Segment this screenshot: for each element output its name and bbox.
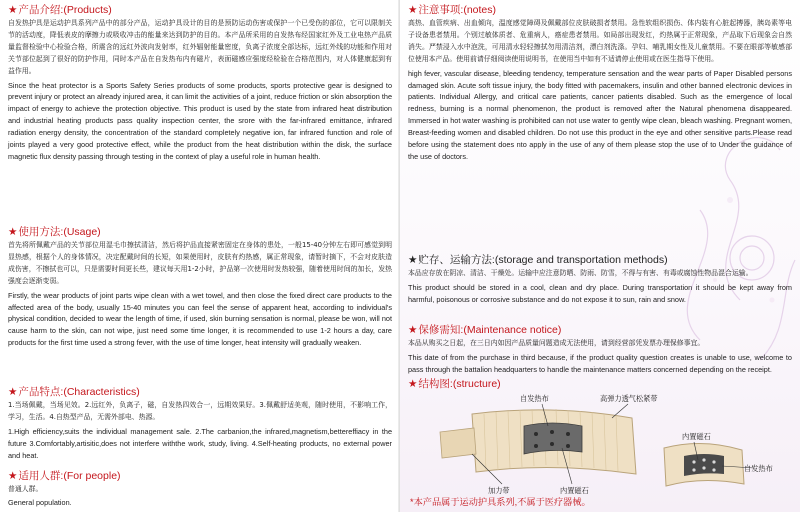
- storage-text-en: This product should be stored in a cool, clean and dry place. During transportation it should be kept away from harmful, poisonous or corrosive substance and do not expose it to sun, rain and snow.: [408, 282, 792, 304]
- people-text-en: General population.: [8, 497, 72, 507]
- maintenance-text-cn: 本品从购买之日起，在三日内如因产品质量问题造成无法使用，请到经营部凭发票办理保修事宜。: [408, 339, 705, 347]
- label-inner-magnet-right: 内置磁石: [682, 432, 711, 441]
- label-self-heat-bottom: 自发热布: [744, 464, 773, 473]
- structure-heading: ★结构图:(structure): [408, 378, 501, 390]
- usage-section: [8, 226, 392, 349]
- maintenance-section: [408, 324, 792, 376]
- notes-heading: ★注意事项:(notes): [408, 4, 497, 16]
- label-reinforce-band: 加力带: [488, 486, 510, 495]
- notes-text-cn: 高热、血管疾病、出血倾向，温度感觉障碍及佩戴部位皮肤破损者禁用。急性软组织损伤、体内装有心脏起搏器，胰岛素等电子设备患者禁用。个别过敏体质者、危重病人，癌症患者禁用。如局部出现发红，灼热属于正常现象，产品取下后现象会自然消失。严禁浸入水中泡洗，可用清水轻轻擦拭勿用清洁剂，漂白剂洗涤。孕妇、哺乳期女性及儿童禁用。不要在眼部等敏感部位使用本产品。使用前请仔细阅读使用说明书，在使用当中如有不适请停止使用或在医生指导下使用。: [408, 19, 792, 63]
- products-section: [8, 4, 392, 163]
- star-icon: ★: [8, 470, 18, 482]
- structure-diagram: [432, 392, 792, 500]
- products-heading: ★产品介绍:(Products): [8, 4, 112, 16]
- belt-illustration: [432, 392, 792, 500]
- star-icon: ★: [408, 4, 418, 16]
- people-text-cn: 普通人群。: [8, 485, 43, 493]
- structure-section: [408, 378, 792, 391]
- star-icon: ★: [408, 378, 418, 390]
- characteristics-section: [8, 386, 392, 462]
- star-icon: ★: [408, 324, 418, 336]
- notes-text-en: high fever, vascular disease, bleeding tendency, temperature sensation and the wear parts of Paper Disabled persons damaged skin. Acute soft tissue injury, the body fitted with pacemakers, insulin and other banned electronic devices in patients. Individual Allergy, and critical care patients, cancer patients disabled. Such as the emergence of local redness, burning is a normal phenomenon, the product is removed after the Natural phenomena disappeared. Immersed in hot water washing is prohibited can not use water to gently wipe clean, bleach washing. Pregnant women, Breast-feeding women and disabled children. Do not use this product in the eye and other sensitive parts.Please read before using the statement does nto apply in the use of any of them please stop the use of to Under the guidance of the use of doctors.: [408, 68, 792, 161]
- storage-heading: ★贮存、运输方法:(storage and transportation methods): [408, 254, 668, 266]
- people-section: [8, 470, 392, 509]
- products-text-cn: 自发热护具是运动护具系列产品中的部分产品，运动护具设计的目的是预防运动伤害或保护一个已受伤的部位，它可以限制关节的活动度，降低表皮的摩擦力或吸收冲击的能量来达到防护的目的。本产品所采用的自发热布经国家红外及工业电热产品质量监督检验中心检验合格，所震含的远红外波向发射率，红外辐射能量密度，负离子浓度全部达标，远红外线的功能和作用对关节部位起到了很好的防护作用，同时本产品在自发热布内有磁片，表面磁感应强度经检验在合格范围内，对人体健康起到有益作用。: [8, 19, 392, 75]
- star-icon: ★: [8, 226, 18, 238]
- notes-section: [408, 4, 792, 163]
- maintenance-text-en: This date of from the purchase in third because, if the product quality question creates is unable to use, welcome to pass through the battalion headquarters to handle the maintenance matters concerned depending on the receipt.: [408, 352, 792, 374]
- usage-text-en: Firstly, the wear products of joint parts wipe clean with a wet towel, and then close the fixed direct care products to the affected area of the body, usually 15-40 minutes you can feel the sense of apparent heat, according to individual's physical condition, decided to wear the length of time, if used, skin burning sensation is normal, please be won, will not cause harm to the skin, can not wipe, just need some time longer, it is recommended to use 1-2 hours a day, care products for the first time used a strong fever, with the use of time longer, heat intensity will gradually weaken.: [8, 290, 392, 348]
- belt-body: [440, 409, 636, 474]
- usage-text-cn: 首先将所佩戴产品的关节部位用湿毛巾擦拭清洁，然后将护品直接紧密固定在身体的患处，一般15-40分钟左右即可感觉到明显热感，根据个人的身体情况，决定配戴时间的长短，如果使用时，皮肤有灼热感，属正常现象，请暂时摘下，不会对皮肤造成伤害，不擦拭也可以，只是需要时间更长些，建议每天用1-2小时，护品第一次使用时发热较强，随着使用时间的加长，发热强度会逐渐变弱。: [8, 241, 392, 285]
- usage-heading: ★使用方法:(Usage): [8, 226, 101, 238]
- characteristics-text-cn: 1.当场佩戴，当场见效。2.远红外，负离子，磁，自发热四效合一，远期效果好。3.佩戴舒适美观，随时使用，不影响工作，学习，生活。4.自热型产品，无需外部电、热源。: [8, 401, 392, 421]
- belt-inner-view: [664, 443, 744, 486]
- storage-text-cn: 本品应存放在阴凉、清洁、干燥处。运输中应注意防晒、防雨、防雪，不得与有害、有毒或腐蚀性物品混合运输。: [408, 269, 753, 277]
- star-icon: ★: [8, 4, 18, 16]
- storage-section: [408, 254, 792, 306]
- footer-disclaimer: *本产品属于运动护具系列,不属于医疗器械。: [410, 497, 591, 507]
- star-icon: ★: [8, 386, 18, 398]
- people-heading: ★适用人群:(For people): [8, 470, 121, 482]
- products-text-en: Since the heat protector is a Sports Safety Series products of some products, sports protective gear is designed to prevent injury or protect an already injured area, it can limit the activities of a joint, reduce friction or skin absorption the impact of energy to achieve the protection objective. This product is used by the state from infrared heat distribution and industrial heating products pass quality inspection center, the srore with the far-infrared emittance, infrared radiation energy density, the concentration of the standard completely negative ion, far infrared function and role of joints played a very good protective effect, while the product from the heat distribution within the disk, the surface magnetic flux density passing through testing in the context of play a useful role in human health.: [8, 80, 392, 161]
- characteristics-text-en: 1.High efficiency,suits the individual management sale. 2.The carbanion,the infrared,magnetism,bettereffiacy in the future 3.Comfortably,artisitic,does not interfere withthe work, study, living. 4.Self-heating products, no external power and heat.: [8, 426, 392, 460]
- label-self-heat-top: 自发热布: [520, 394, 549, 403]
- label-elastic-band: 高弹力透气松紧带: [600, 394, 658, 403]
- label-inner-magnet-left: 内置磁石: [560, 486, 589, 495]
- maintenance-heading: ★保修需知:(Maintenance notice): [408, 324, 562, 336]
- characteristics-heading: ★产品特点:(Characteristics): [8, 386, 140, 398]
- star-icon: ★: [408, 254, 418, 266]
